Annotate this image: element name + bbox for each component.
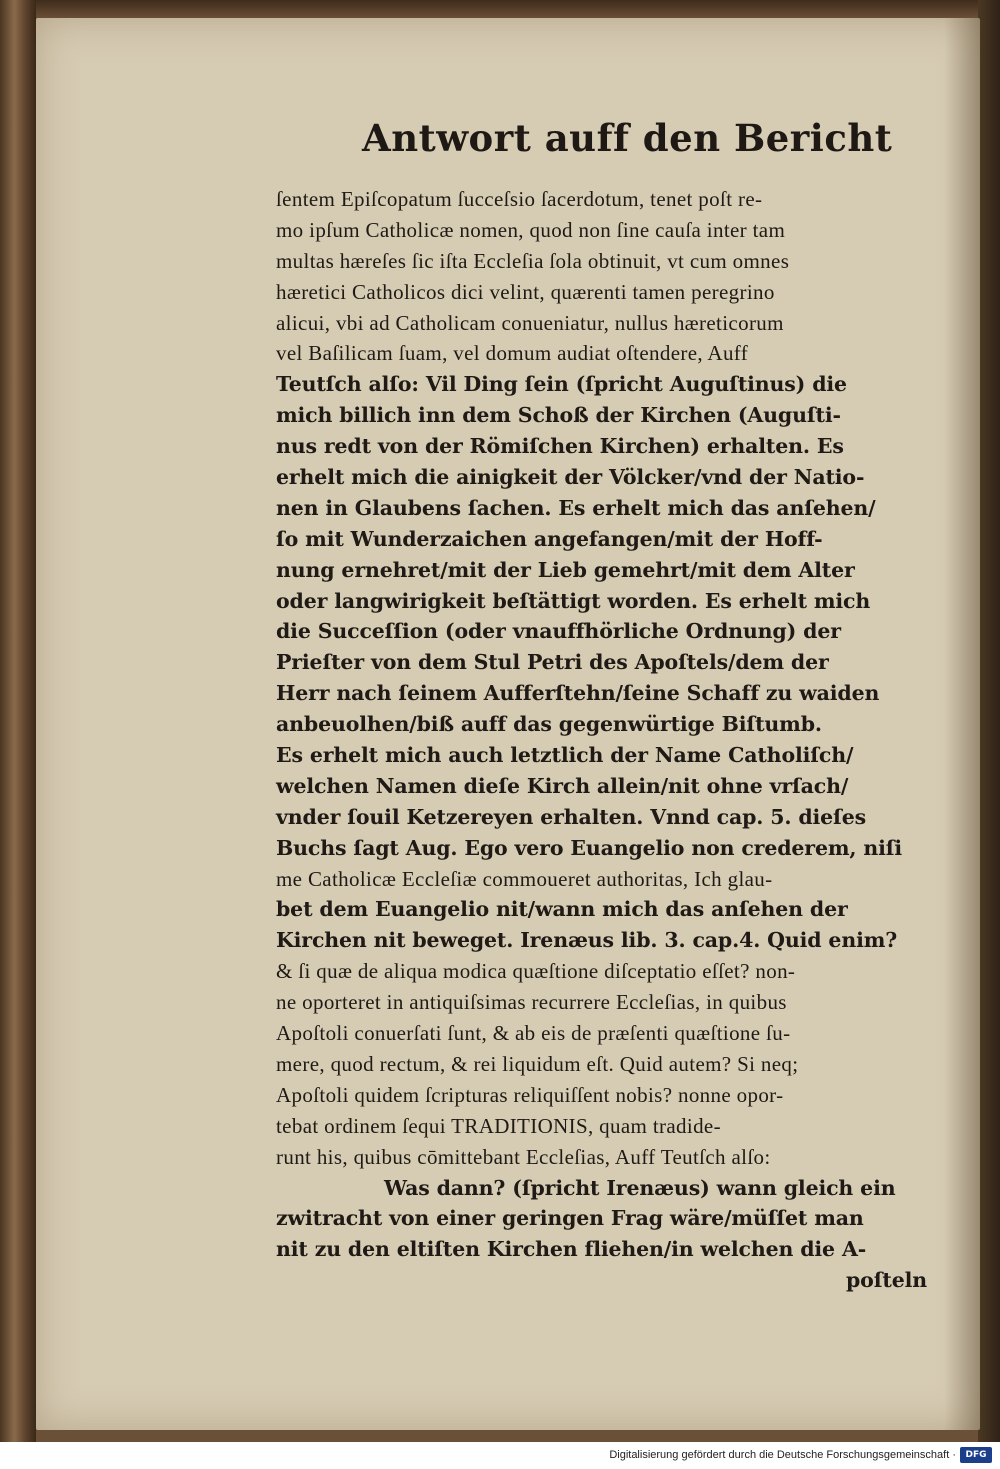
text-line: Kirchen nit beweget. Irenæus lib. 3. cap.4. Quid enim? — [276, 928, 898, 953]
text-line: tebat ordinem ſequi TRADITIONIS, quam tradide- — [276, 1113, 721, 1138]
text-line: vnder ſouil Ketzereyen erhalten. Vnnd cap. 5. dieſes — [276, 804, 867, 829]
text-line: mich billich inn dem Schoß der Kirchen (Auguſti- — [276, 403, 841, 428]
text-line: me Catholicæ Eccleſiæ commoueret authoritas, Ich glau- — [276, 866, 773, 891]
text-line: nen in Glaubens ſachen. Es erhelt mich das anſehen/ — [276, 495, 876, 520]
running-head: Antwort auff den Bericht — [362, 116, 893, 160]
text-line: nit zu den eltiſten Kirchen fliehen/in welchen die A- — [276, 1237, 867, 1262]
text-line: erhelt mich die ainigkeit der Völcker/vnd der Natio- — [276, 465, 865, 490]
text-line: welchen Namen dieſe Kirch allein/nit ohne vrſach/ — [276, 773, 849, 798]
body-text — [276, 184, 948, 1296]
text-line: Teutſch alſo: Vil Ding ſein (ſpricht Auguſtinus) die — [276, 372, 847, 397]
text-line: runt his, quibus cōmittebant Eccleſias, Auff Teutſch alſo: — [276, 1144, 771, 1169]
text-line: ſo mit Wunderzaichen angefangen/mit der Hoff- — [276, 526, 823, 551]
dfg-logo-icon: DFG — [960, 1447, 992, 1463]
text-line: mere, quod rectum, & rei liquidum eſt. Quid autem? Si neq; — [276, 1051, 799, 1076]
footer-credit: Digitalisierung gefördert durch die Deutsche Forschungsgemeinschaft · — [609, 1449, 956, 1461]
text-line: Es erhelt mich auch letztlich der Name Catholiſch/ — [276, 743, 854, 768]
book-left-edge — [0, 0, 36, 1442]
text-line: Apoſtoli conuerſati ſunt, & ab eis de præſenti quæſtione ſu- — [276, 1021, 791, 1046]
text-line: Apoſtoli quidem ſcripturas reliquiſſent nobis? nonne opor- — [276, 1082, 784, 1107]
text-line: anbeuolhen/biß auff das gegenwürtige Biſtumb. — [276, 712, 822, 737]
text-line: nus redt von der Römiſchen Kirchen) erhalten. Es — [276, 434, 844, 459]
book-top-edge — [0, 0, 1000, 20]
text-line: Prieſter von dem Stul Petri des Apoſtels/dem der — [276, 650, 829, 675]
text-line: ne oporteret in antiquiſsimas recurrere Eccleſias, in quibus — [276, 990, 787, 1015]
page-gutter-shadow — [944, 18, 980, 1430]
text-line: die Succeſſion (oder vnauffhörliche Ordnung) der — [276, 619, 841, 644]
text-line: vel Baſilicam ſuam, vel domum audiat oſtendere, Auff — [276, 341, 749, 366]
text-line: mo ipſum Catholicæ nomen, quod non ſine cauſa inter tam — [276, 217, 786, 242]
book-right-edge — [978, 0, 1000, 1442]
text-line: Herr nach ſeinem Aufferſtehn/ſeine Schaff zu waiden — [276, 681, 880, 706]
text-line: hæretici Catholicos dici velint, quærenti tamen peregrino — [276, 279, 775, 304]
text-line: ſentem Epiſcopatum ſucceſsio ſacerdotum, tenet poſt re- — [276, 187, 763, 211]
text-line: multas hæreſes ſic iſta Eccleſia ſola obtinuit, vt cum omnes — [276, 248, 790, 273]
footer — [0, 1442, 1000, 1469]
text-line: bet dem Euangelio nit/wann mich das anſehen der — [276, 897, 848, 922]
text-line: alicui, vbi ad Catholicam conueniatur, nullus hæreticorum — [276, 310, 784, 335]
text-line: oder langwirigkeit beſtättigt worden. Es erhelt mich — [276, 588, 871, 613]
text-line: Was dann? (ſpricht Irenæus) wann gleich ein — [384, 1175, 896, 1200]
text-line: Buchs ſagt Aug. Ego vero Euangelio non crederem, niſi — [276, 835, 903, 860]
text-line: poſteln — [846, 1268, 927, 1293]
text-line: & ſi quæ de aliqua modica quæſtione diſceptatio eſſet? non- — [276, 959, 796, 984]
text-line: nung ernehret/mit der Lieb gemehrt/mit dem Alter — [276, 557, 855, 582]
text-line: zwitracht von einer geringen Frag wäre/müſſet man — [276, 1206, 864, 1231]
